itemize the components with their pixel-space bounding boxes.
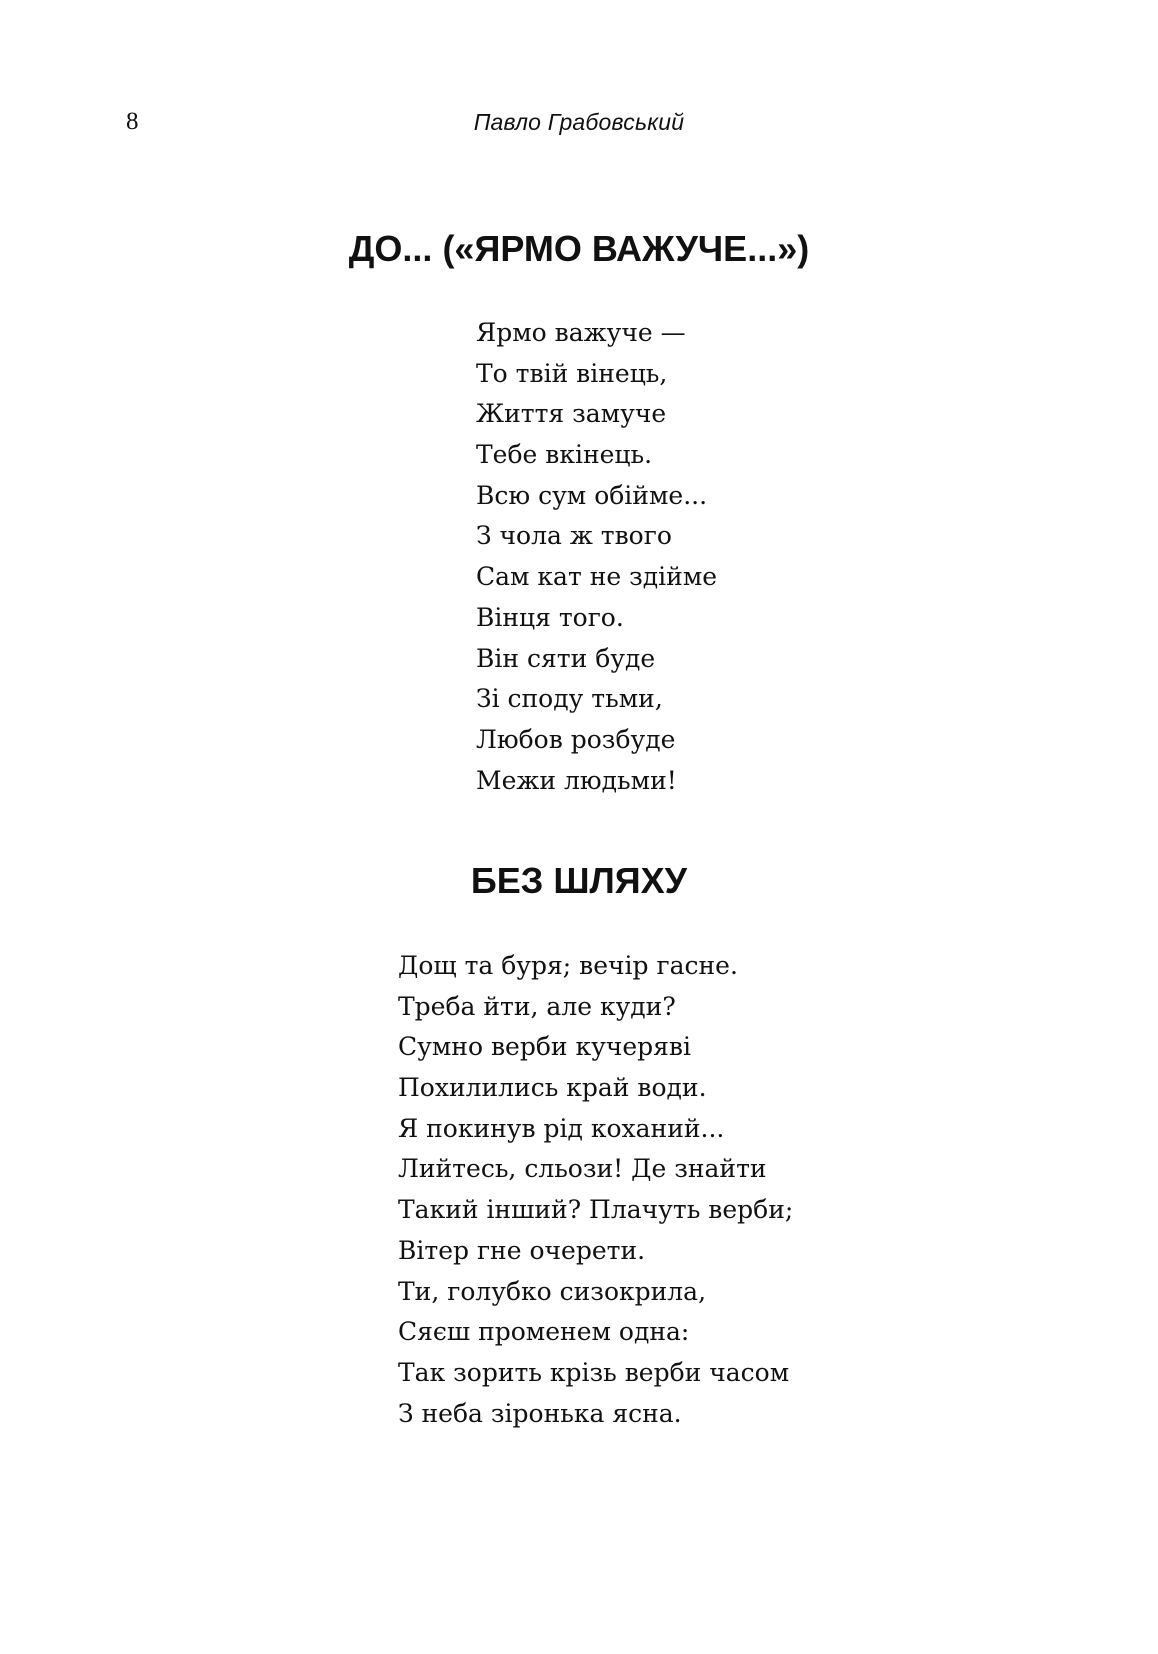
poem-line: Дощ та буря; вечір гасне. bbox=[398, 951, 738, 980]
poem-line: Життя замуче bbox=[476, 399, 667, 429]
poem-line: Треба йти, але куди? bbox=[398, 991, 676, 1021]
poem-body bbox=[476, 313, 717, 801]
poem-line: Похилились край води. bbox=[398, 1073, 707, 1103]
poem-line: З чола ж твого bbox=[476, 521, 672, 551]
poem-line: Сяєш променем одна: bbox=[398, 1317, 690, 1347]
poem-line: Ти, голубко сизокрила, bbox=[398, 1276, 707, 1306]
poem-line: Ярмо важуче — bbox=[476, 318, 686, 347]
poem-line: Вітер гне очерети. bbox=[398, 1235, 646, 1265]
poem-line: Сам кат не здійме bbox=[476, 562, 718, 592]
poem-title: ДО... («ЯРМО ВАЖУЧЕ...») bbox=[348, 228, 810, 269]
poem-title: БЕЗ ШЛЯХУ bbox=[470, 860, 688, 901]
poem-line: Сумно верби кучеряві bbox=[398, 1032, 691, 1062]
running-head-author: Павло Грабовський bbox=[473, 109, 685, 135]
page-number: 8 bbox=[126, 108, 139, 135]
poem-line: Такий інший? Плачуть верби; bbox=[398, 1195, 794, 1225]
poem-line: Я покинув рід коханий... bbox=[398, 1113, 725, 1143]
poem-line: Межи людьми! bbox=[476, 765, 677, 795]
poem-line: Всю сум обійме... bbox=[476, 480, 708, 510]
poem-line: З неба зіронька ясна. bbox=[398, 1398, 682, 1428]
poem-line: Зі споду тьми, bbox=[476, 684, 663, 714]
poem-line: Він сяти буде bbox=[476, 643, 656, 673]
poem-line: Любов розбуде bbox=[476, 724, 676, 754]
poem-line: Тебе вкінець. bbox=[476, 440, 653, 470]
poem-line: Лийтесь, сльози! Де знайти bbox=[398, 1154, 767, 1184]
poem-line: Вінця того. bbox=[476, 602, 624, 632]
poem-line: То твій вінець, bbox=[476, 358, 668, 388]
poem-line: Так зорить крізь верби часом bbox=[398, 1357, 790, 1387]
poem-body bbox=[398, 946, 793, 1434]
